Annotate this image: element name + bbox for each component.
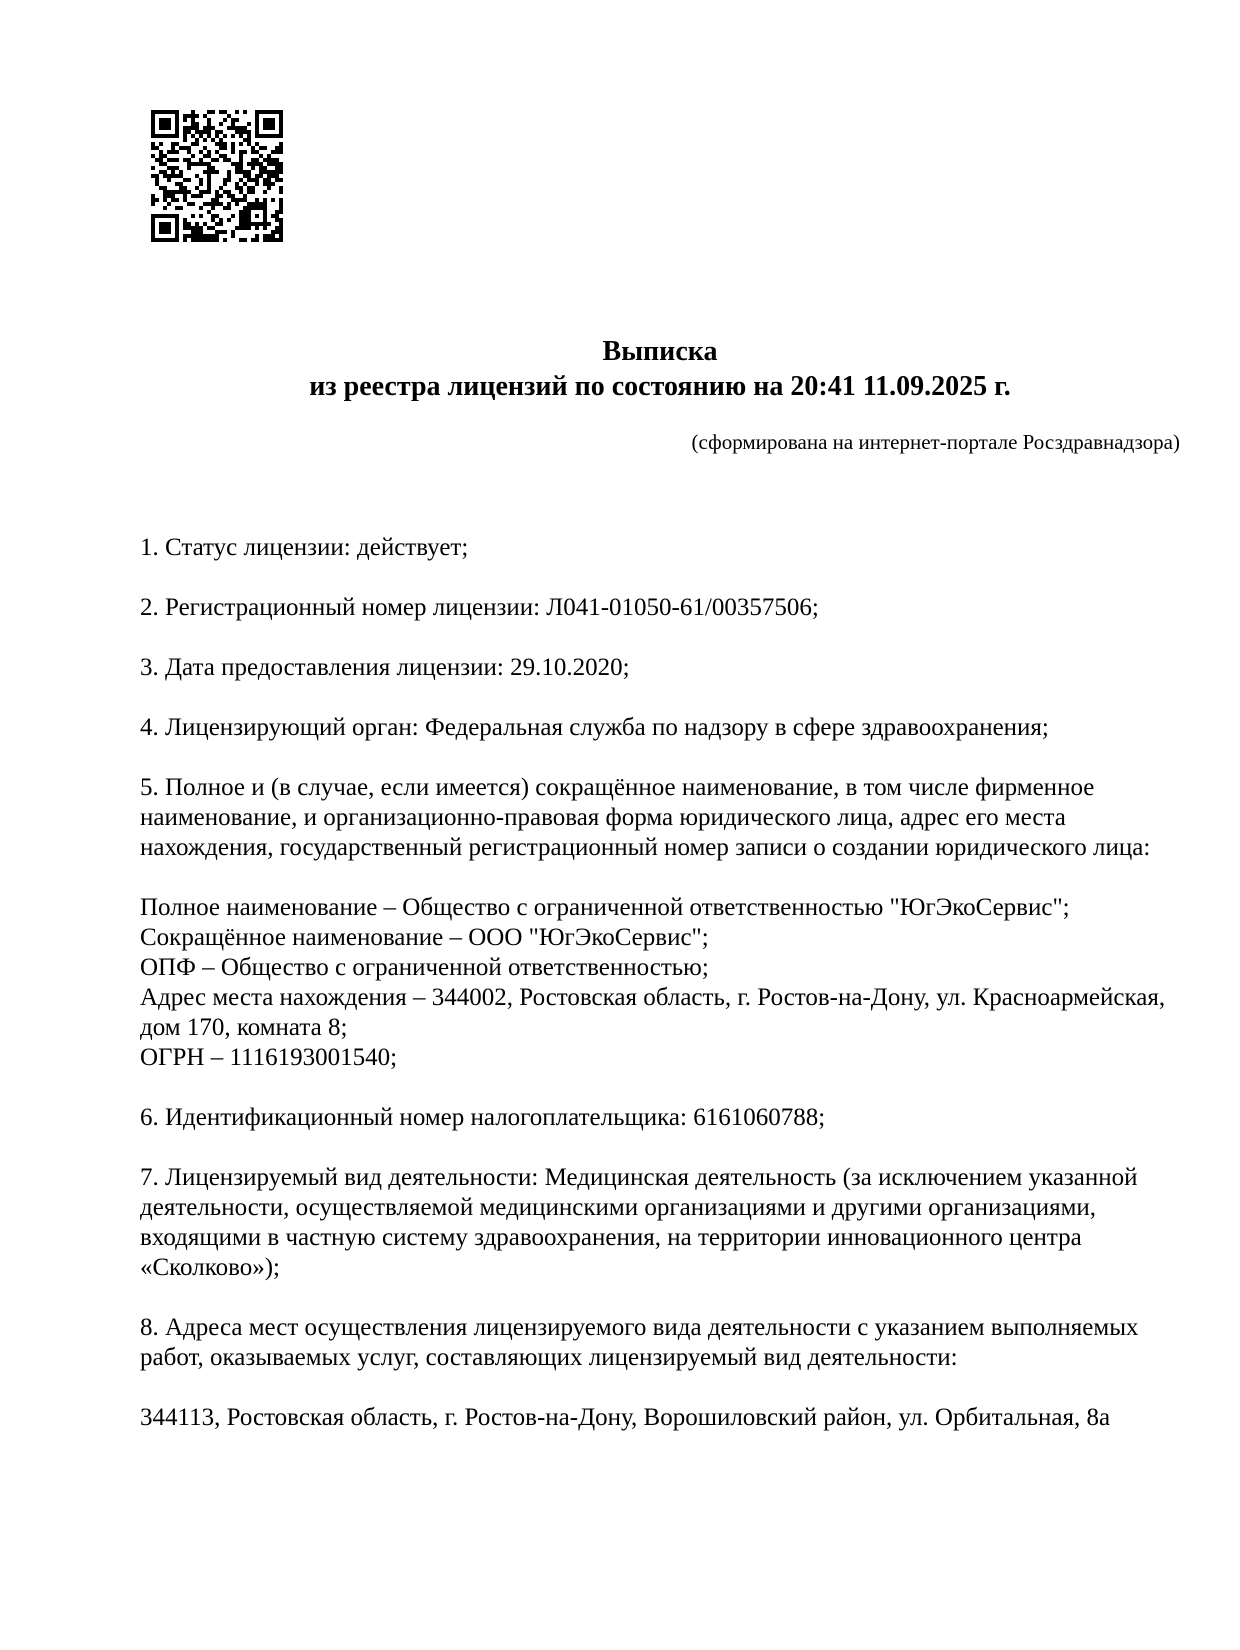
text-line: 5. Полное и (в случае, если имеется) сокращённое наименование, в том числе фирменное: [140, 774, 1095, 801]
title-line-2: из реестра лицензий по состоянию на 20:41 11.09.2025 г.: [309, 371, 1011, 402]
formation-note: (сформирована на интернет-портале Росздравнадзора): [691, 430, 1180, 454]
text-line: ОПФ – Общество с ограниченной ответственностью;: [140, 954, 709, 981]
title-line-1: Выписка: [602, 336, 718, 367]
text-line: 4. Лицензирующий орган: Федеральная служба по надзору в сфере здравоохранения;: [140, 714, 1049, 741]
paragraph: [140, 653, 1185, 683]
paragraph: [140, 713, 1185, 743]
document-title: [140, 334, 1180, 404]
text-line: деятельности, осуществляемой медицинскими организациями и другими организациями,: [140, 1194, 1097, 1221]
qr-code: [151, 110, 283, 242]
text-line: Адрес места нахождения – 344002, Ростовская область, г. Ростов-на-Дону, ул. Красноармейская,: [140, 984, 1166, 1011]
text-line: 6. Идентификационный номер налогоплательщика: 6161060788;: [140, 1104, 826, 1131]
text-line: 2. Регистрационный номер лицензии: Л041-01050-61/00357506;: [140, 594, 819, 621]
text-line: Полное наименование – Общество с ограниченной ответственностью "ЮгЭкоСервис";: [140, 894, 1070, 921]
paragraph: [140, 893, 1185, 1073]
text-line: дом 170, комната 8;: [140, 1014, 348, 1041]
paragraph: [140, 1103, 1185, 1133]
document-body: [140, 533, 1185, 1433]
paragraph: [140, 773, 1185, 863]
text-line: наименование, и организационно-правовая форма юридического лица, адрес его места: [140, 804, 1066, 831]
text-line: нахождения, государственный регистрационный номер записи о создании юридического лица:: [140, 834, 1151, 861]
paragraph: [140, 1313, 1185, 1373]
text-line: Сокращённое наименование – ООО "ЮгЭкоСервис";: [140, 924, 709, 951]
text-line: «Сколково»);: [140, 1254, 280, 1281]
text-line: входящими в частную систему здравоохранения, на территории инновационного центра: [140, 1224, 1082, 1251]
paragraph: [140, 593, 1185, 623]
text-line: 3. Дата предоставления лицензии: 29.10.2020;: [140, 654, 630, 681]
text-line: работ, оказываемых услуг, составляющих лицензируемый вид деятельности:: [140, 1344, 958, 1371]
text-line: 344113, Ростовская область, г. Ростов-на-Дону, Ворошиловский район, ул. Орбитальная, 8а: [140, 1404, 1111, 1431]
paragraph: [140, 533, 1185, 563]
text-line: 8. Адреса мест осуществления лицензируемого вида деятельности с указанием выполняемых: [140, 1314, 1139, 1341]
text-line: ОГРН – 1116193001540;: [140, 1044, 398, 1071]
paragraph: [140, 1403, 1185, 1433]
text-line: 7. Лицензируемый вид деятельности: Медицинская деятельность (за исключением указанной: [140, 1164, 1138, 1191]
text-line: 1. Статус лицензии: действует;: [140, 534, 469, 561]
paragraph: [140, 1163, 1185, 1283]
